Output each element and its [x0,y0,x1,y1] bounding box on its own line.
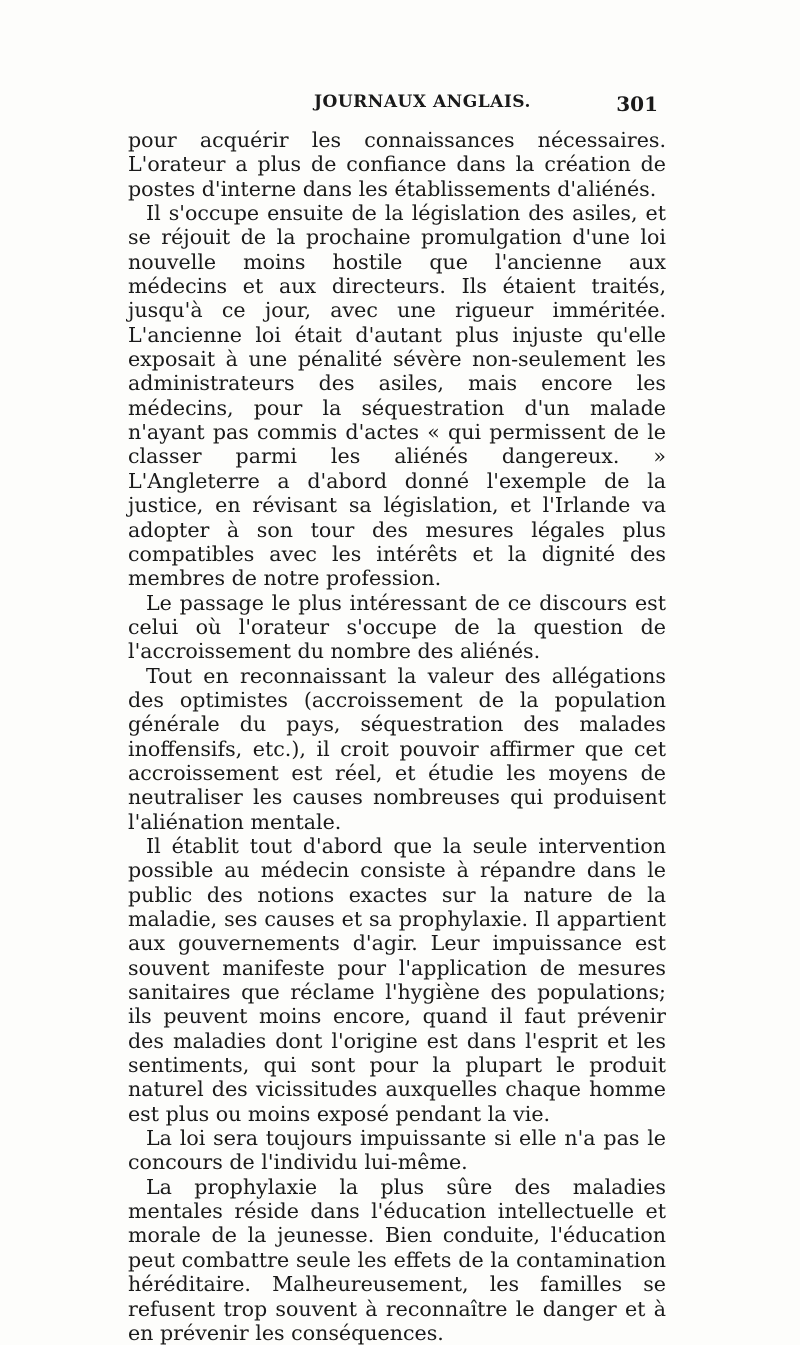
running-header [128,92,660,118]
page-number: 301 [616,92,658,116]
running-title: JOURNAUX ANGLAIS. [314,92,531,112]
paragraph-continuation: pour acquérir les connaissances nécessaires. L'orateur a plus de confiance dans la création de postes d'interne dans les établissements d'aliénés. [128,128,666,201]
paragraph: Tout en reconnaissant la valeur des allégations des optimistes (accroissement de la population générale du pays, séquestration des malades inoffensifs, etc.), il croit pouvoir affirmer que cet accroissement est réel, et étudie les moyens de neutraliser les causes nombreuses qui produisent l'aliénation mentale. [128,663,666,834]
paragraph: Le passage le plus intéressant de ce discours est celui où l'orateur s'occupe de la question de l'accroissement du nombre des aliénés. [128,590,666,664]
paragraph: La prophylaxie la plus sûre des maladies mentales réside dans l'éducation intellectuelle et morale de la jeunesse. Bien conduite, l'éducation peut combattre seule les effets de la contamination héréditaire. Malheureusement, les familles se refusent trop souvent à reconnaître le danger et à en prévenir les conséquences. [128,1174,666,1345]
paragraph: Il établit tout d'abord que la seule intervention possible au médecin consiste à répandre dans le public des notions exactes sur la nature de la maladie, ses causes et sa prophylaxie. Il appartient aux gouvernements d'agir. Leur impuissance est souvent manifeste pour l'application de mesures sanitaires que réclame l'hygiène des populations; ils peuvent moins encore, quand il faut prévenir des maladies dont l'origine est dans l'esprit et les sentiments, qui sont pour la plupart le produit naturel des vicissitudes auxquelles chaque homme est plus ou moins exposé pendant la vie. [128,833,666,1126]
paragraph: La loi sera toujours impuissante si elle n'a pas le concours de l'individu lui-même. [128,1126,666,1175]
body-text [128,128,666,1345]
paragraph: Il s'occupe ensuite de la législation des asiles, et se réjouit de la prochaine promulgation d'une loi nouvelle moins hostile que l'ancienne aux médecins et aux directeurs. Ils étaient traités, jusqu'à ce jour, avec une rigueur imméritée. L'ancienne loi était d'autant plus injuste qu'elle exposait à une pénalité sévère non-seulement les administrateurs des asiles, mais encore les médecins, pour la séquestration d'un malade n'ayant pas commis d'actes « qui permissent de le classer parmi les aliénés dangereux. » L'Angleterre a d'abord donné l'exemple de la justice, en révisant sa législation, et l'Irlande va adopter à son tour des mesures légales plus compatibles avec les intérêts et la dignité des membres de notre profession. [128,201,666,591]
